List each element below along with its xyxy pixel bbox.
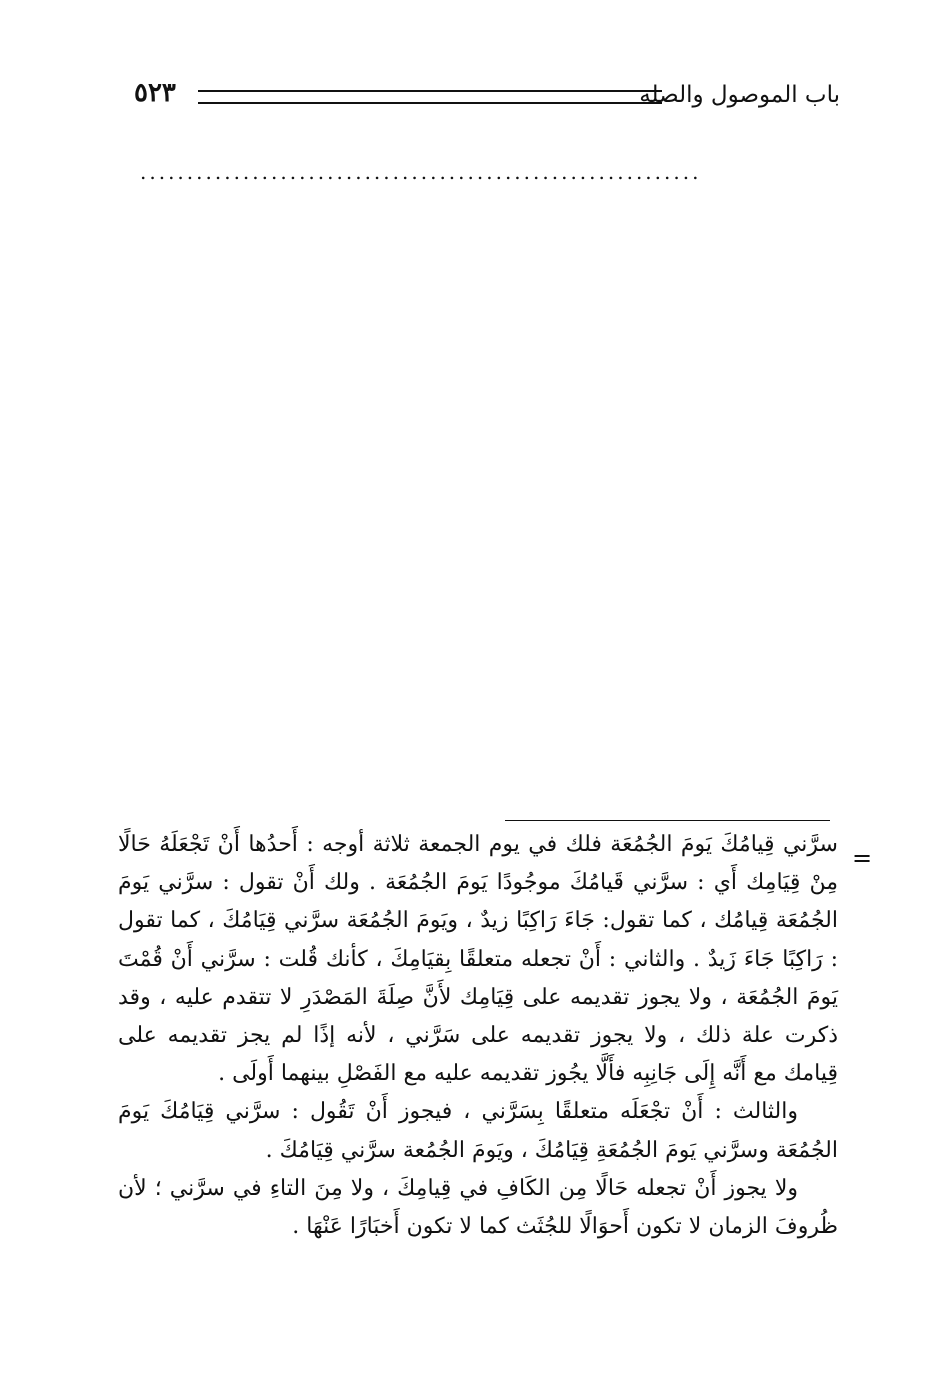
footnote-rule: [505, 820, 830, 821]
footnote-paragraph: والثالث : أَنْ تجْعَلَه متعلقًا بِسَرَّني ، فيجوز أَنْ تَقُول : سرَّني قِيَامُكَ يَومَ الجُمُعَة وسرَّني يَومَ الجُمُعَةِ قِيَامُكَ ، ويَومَ الجُمُعة سرَّني قِيَامُكَ .: [118, 1099, 838, 1163]
footnote-paragraph: ولا يجوز أَنْ تجعله حَالًا مِن الكَافِ في قِيامِكَ ، ولا مِنَ التاءِ في سرَّني ؛ لأن ظُروفَ الزمان لا تكون أَحوَالًا للجُثَث كما لا تكون أَخبَارًا عَنْهَا .: [118, 1175, 838, 1240]
continuation-marker: =: [852, 844, 873, 872]
running-header: [120, 78, 840, 118]
footnote-paragraph: سرَّني قِيامُكَ يَومَ الجُمُعَة فلك في يوم الجمعة ثلاثة أوجه : أَحدُها أَنْ تَجْعَلَهُ حَالًا مِنْ قِيَامِك أَي : سرَّني قَيامُكَ موجُودًا يَومَ الجُمُعَة . ولك أَنْ تقول : سرَّني يَومَ الجُمُعَة قِيامُك ، كما تقول: جَاءَ رَاكِبًا زيدٌ ، ويَومَ الجُمُعَة سرَّني قِيَامُكَ ، كما تقول : رَاكِبًا جَاءَ زَيدٌ . والثاني : أَنْ تجعله متعلقًا بِقيَامِكَ ، كأنك قُلت : سرَّني أَنْ قُمْتَ يَومَ الجُمُعَة ، ولا يجوز تقديمه على قِيَامِك لأَنَّ صِلَةَ المَصْدَرِ لا تتقدم عليه ، وقد ذكرت علة ذلك ، ولا يجوز تقديمه على سَرَّني ، لأنه إذًا لم يجز تقديمه على قِيامك مع أَنَّه إِلَى جَانِبِه فأَلَّا يجُوز تقديمه عليه مع الفَصْلِ بينهما أَولَى .: [118, 832, 838, 1087]
dotted-separator: ............................................................: [140, 160, 702, 180]
chapter-title: باب الموصول والصلة: [639, 82, 840, 108]
header-double-rule: [198, 90, 662, 104]
footnote-body: [118, 826, 838, 1246]
page-number: ٥٢٣: [134, 78, 176, 108]
